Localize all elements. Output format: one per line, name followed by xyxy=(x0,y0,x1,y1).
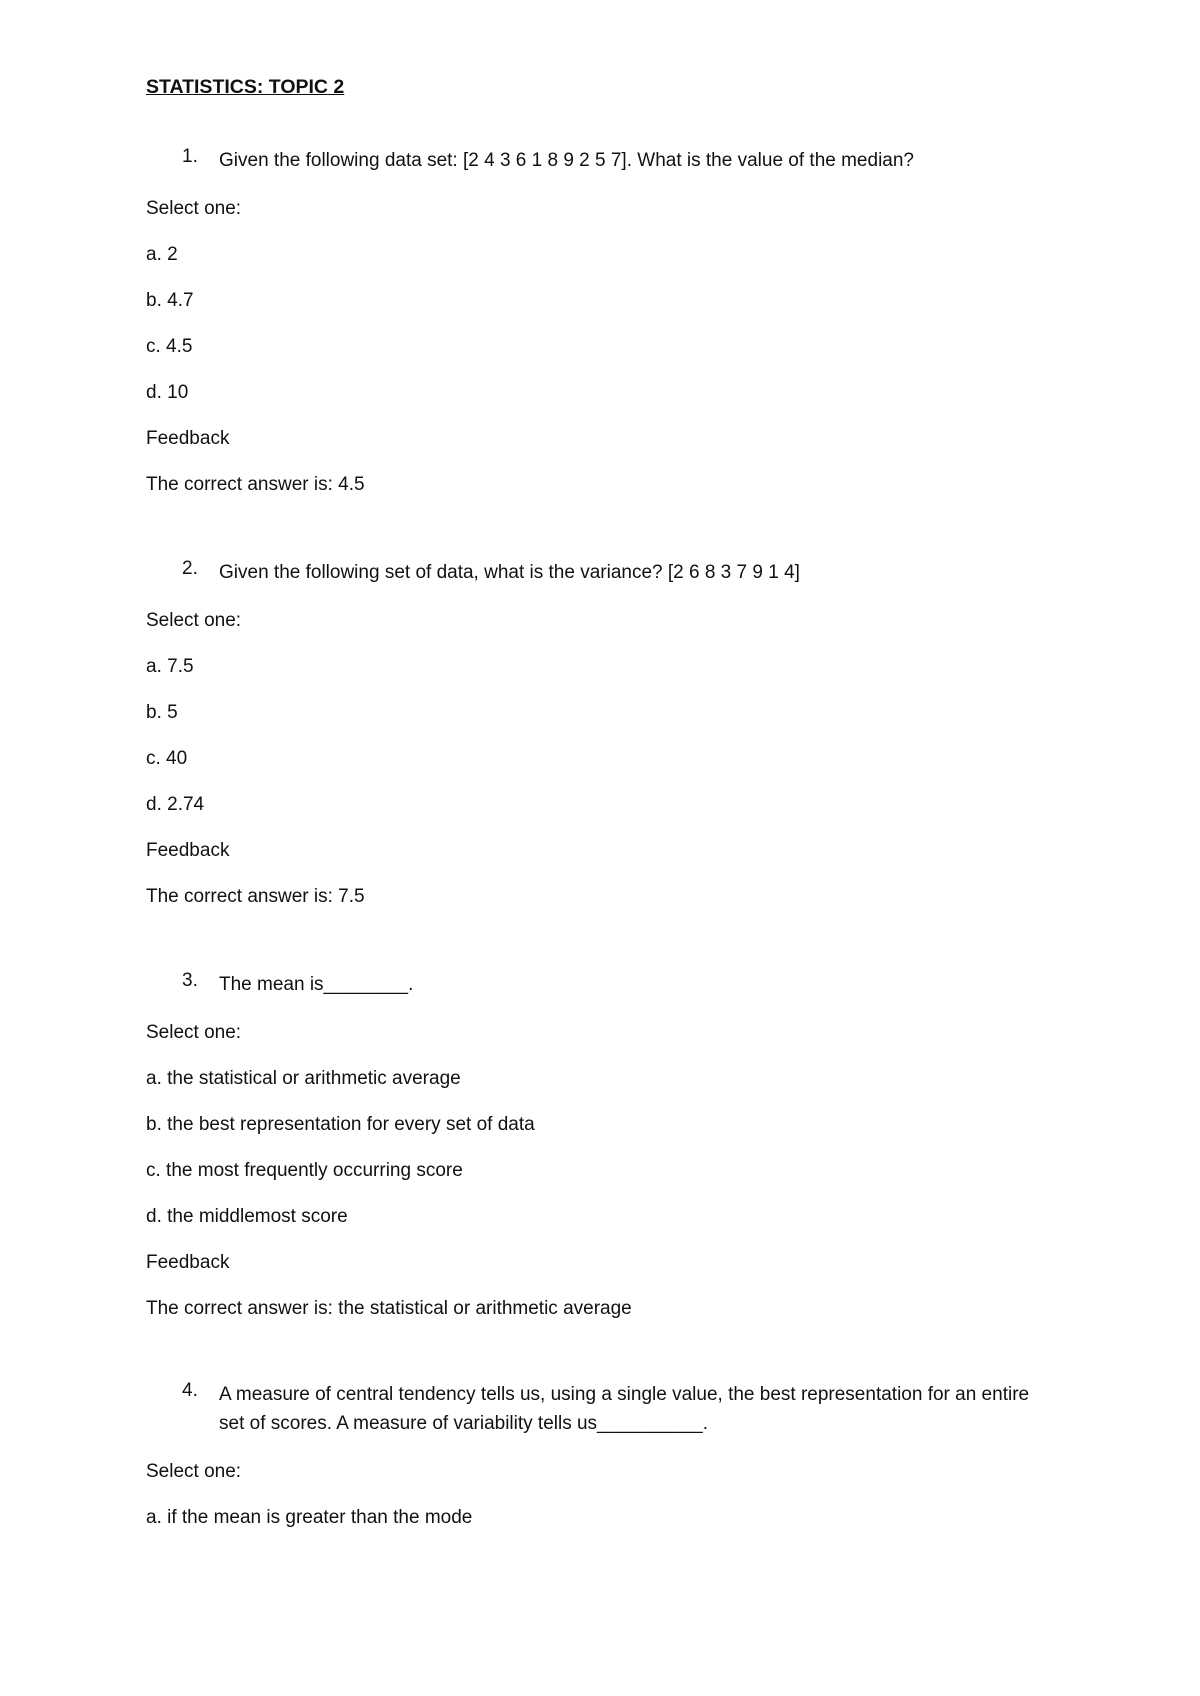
question-number: 4. xyxy=(182,1380,198,1401)
option-a[interactable]: a. 2 xyxy=(146,244,178,265)
page-title: STATISTICS: TOPIC 2 xyxy=(146,76,345,98)
select-one-label: Select one: xyxy=(146,198,242,219)
option-b[interactable]: b. the best representation for every set of data xyxy=(146,1114,535,1135)
question-1 xyxy=(146,146,1050,519)
select-one-label: Select one: xyxy=(146,610,242,631)
question-text: The mean is________. xyxy=(219,974,414,995)
question-4 xyxy=(146,1380,1050,1552)
select-one-label: Select one: xyxy=(146,1461,242,1482)
feedback-label: Feedback xyxy=(146,840,230,861)
question-stem xyxy=(146,1380,1050,1438)
correct-answer: The correct answer is: 4.5 xyxy=(146,474,365,495)
question-stem xyxy=(146,558,1050,587)
option-c[interactable]: c. the most frequently occurring score xyxy=(146,1160,463,1181)
option-d[interactable]: d. 2.74 xyxy=(146,794,205,815)
feedback-label: Feedback xyxy=(146,428,230,449)
question-stem xyxy=(146,970,1050,999)
option-d[interactable]: d. 10 xyxy=(146,382,189,403)
select-one-label: Select one: xyxy=(146,1022,242,1043)
question-number: 2. xyxy=(182,558,198,579)
option-c[interactable]: c. 4.5 xyxy=(146,336,193,357)
question-3 xyxy=(146,970,1050,1343)
question-text: Given the following data set: [2 4 3 6 1 8 9 2 5 7]. What is the value of the median? xyxy=(219,150,914,171)
option-a[interactable]: a. the statistical or arithmetic average xyxy=(146,1068,461,1089)
question-2 xyxy=(146,558,1050,931)
correct-answer: The correct answer is: the statistical or arithmetic average xyxy=(146,1298,632,1319)
correct-answer: The correct answer is: 7.5 xyxy=(146,886,365,907)
question-number: 1. xyxy=(182,146,198,167)
option-a[interactable]: a. 7.5 xyxy=(146,656,194,677)
question-text: A measure of central tendency tells us, using a single value, the best representation for an entire set of scores. A measure of variability tells us__________. xyxy=(219,1384,1030,1434)
option-b[interactable]: b. 5 xyxy=(146,702,178,723)
feedback-label: Feedback xyxy=(146,1252,230,1273)
option-c[interactable]: c. 40 xyxy=(146,748,188,769)
option-a[interactable]: a. if the mean is greater than the mode xyxy=(146,1507,473,1528)
option-d[interactable]: d. the middlemost score xyxy=(146,1206,348,1227)
question-number: 3. xyxy=(182,970,198,991)
question-text: Given the following set of data, what is the variance? [2 6 8 3 7 9 1 4] xyxy=(219,562,800,583)
question-stem xyxy=(146,146,1050,175)
option-b[interactable]: b. 4.7 xyxy=(146,290,194,311)
